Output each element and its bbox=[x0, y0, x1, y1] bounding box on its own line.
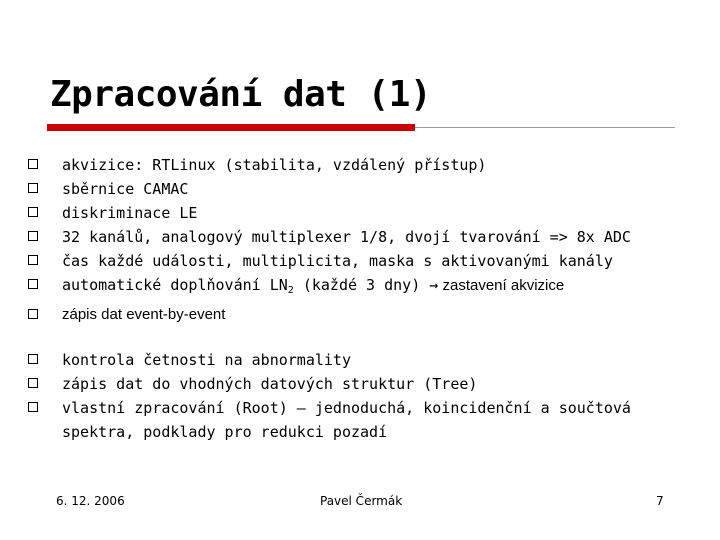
slide-title: Zpracování dat (1) bbox=[50, 74, 432, 115]
square-bullet-icon bbox=[28, 207, 38, 217]
page-number: 7 bbox=[656, 494, 664, 508]
bullet-text: diskriminace LE bbox=[62, 204, 198, 222]
square-bullet-icon bbox=[28, 159, 38, 169]
square-bullet-icon bbox=[28, 309, 38, 319]
bullet-text: čas každé události, multiplicita, maska s aktivovanými kanály bbox=[62, 252, 613, 270]
footer-date: 6. 12. 2006 bbox=[56, 494, 125, 508]
list-item bbox=[28, 177, 708, 201]
bullet-text: zápis dat do vhodných datových struktur (Tree) bbox=[62, 375, 478, 393]
square-bullet-icon bbox=[28, 279, 38, 289]
bullet-text: sběrnice CAMAC bbox=[62, 180, 189, 198]
list-item bbox=[28, 153, 708, 177]
list-item bbox=[28, 303, 708, 327]
bullet-list bbox=[28, 153, 708, 444]
list-item bbox=[28, 372, 708, 396]
square-bullet-icon bbox=[28, 231, 38, 241]
square-bullet-icon bbox=[28, 378, 38, 388]
square-bullet-icon bbox=[28, 183, 38, 193]
list-item bbox=[28, 348, 708, 372]
bullet-text: kontrola četnosti na abnormality bbox=[62, 351, 351, 369]
title-accent-bar bbox=[47, 124, 415, 131]
square-bullet-icon bbox=[28, 402, 38, 412]
bullet-text-part: zastavení akvizice bbox=[438, 277, 565, 294]
footer-author: Pavel Čermák bbox=[320, 494, 403, 508]
subscript: 2 bbox=[287, 285, 294, 296]
bullet-text: 32 kanálů, analogový multiplexer 1/8, dvojí tvarování => 8x ADC bbox=[62, 228, 631, 246]
square-bullet-icon bbox=[28, 354, 38, 364]
list-item bbox=[28, 273, 708, 303]
bullet-text bbox=[62, 273, 708, 303]
bullet-text: akvizice: RTLinux (stabilita, vzdálený přístup) bbox=[62, 156, 487, 174]
list-item bbox=[28, 225, 708, 249]
list-item bbox=[28, 249, 708, 273]
bullet-text-part: (každé 3 dny) bbox=[293, 276, 430, 294]
list-item bbox=[28, 201, 708, 225]
list-spacer bbox=[28, 327, 708, 348]
square-bullet-icon bbox=[28, 255, 38, 265]
bullet-text: zápis dat event-by-event bbox=[62, 306, 226, 323]
bullet-text-part: automatické doplňování LN bbox=[62, 276, 288, 294]
list-item bbox=[28, 396, 708, 444]
right-arrow-icon: → bbox=[429, 276, 439, 294]
bullet-text: vlastní zpracování (Root) – jednoduchá, koincidenční a součtová spektra, podklady pro redukci pozadí bbox=[62, 399, 631, 441]
